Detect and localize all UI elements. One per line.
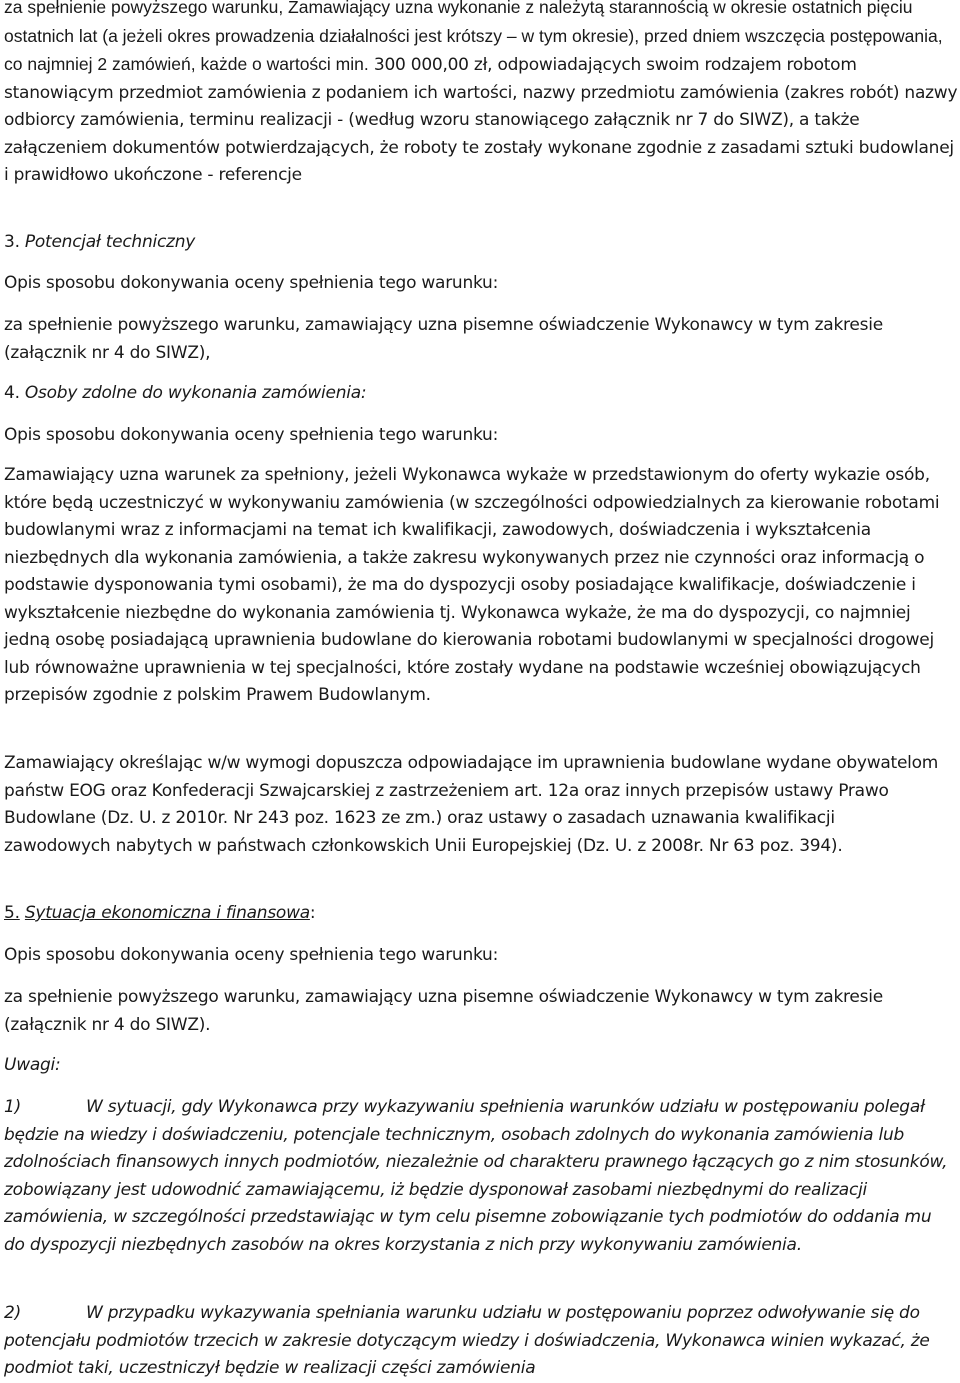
intro-paragraph: [4, 0, 960, 190]
section3-text: za spełnienie powyższego warunku, zamawiający uzna pisemne oświadczenie Wykonawcy w tym zakresie (załącznik nr 4 do SIWZ),: [4, 315, 883, 363]
section5-number: 5.: [4, 903, 20, 923]
notes-title: Uwagi:: [4, 1055, 61, 1075]
section4-title: Osoby zdolne do wykonania zamówienia:: [24, 383, 367, 403]
section3-method-label: Opis sposobu dokonywania oceny spełnienia tego warunku:: [4, 273, 499, 293]
section5-method-label: Opis sposobu dokonywania oceny spełnienia tego warunku:: [4, 945, 499, 965]
note-item-1-text: W sytuacji, gdy Wykonawca przy wykazywaniu spełnienia warunków udziału w postępowaniu polegał będzie na wiedzy i doświadczeniu, potencjale technicznym, osobach zdolnych do wykonania zamówienia lub zdolnościach finansowych innych podmiotów, niezależnie od charakteru prawnego łączących go z nim stosunków, zobowiązany jest udowodnić zamawiającemu, iż będzie dysponował zasobami niezbędnymi do realizacji zamówienia, w szczególności przedstawiając w tym celu pisemne zobowiązanie tych podmiotów do oddania mu do dyspozycji niezbędnych zasobów na okres korzystania z nich przy wykonywaniu zamówienia.: [4, 1097, 948, 1255]
note-item-2-number: 2): [4, 1303, 21, 1323]
section5-heading: [4, 900, 315, 928]
section5-text: za spełnienie powyższego warunku, zamawiający uzna pisemne oświadczenie Wykonawcy w tym zakresie (załącznik nr 4 do SIWZ).: [4, 987, 883, 1035]
section3-title: Potencjał techniczny: [24, 232, 196, 252]
section5-title: Sytuacja ekonomiczna i finansowa: [24, 903, 310, 923]
note-item-2: [4, 1300, 960, 1383]
section5-colon: :: [309, 903, 316, 923]
section3-heading: [4, 229, 195, 257]
intro-text-a: za spełnienie powyższego warunku, Zamawiający uzna wykonanie z należytą starannością w okresie ostatnich pięciu ostatnich lat (a jeżeli okres prowadzenia działalności jest krótszy – w tym okresie), przed dniem wszczęcia postępowania, co najmniej 2 zamówień, każde o wartości min.: [4, 0, 943, 74]
note-item-1: [4, 1094, 954, 1259]
section4-text-1: Zamawiający uzna warunek za spełniony, jeżeli Wykonawca wykaże w przedstawionym do oferty wykazie osób, które będą uczestniczyć w wykonywaniu zamówienia (w szczególności odpowiedzialnych za kierowanie robotami budowlanymi wraz z informacjami na temat ich kwalifikacji, zawodowych, doświadczenia i wykształcenia niezbędnych dla wykonania zamówienia, a także zakresu wykonywanych przez nie czynności oraz informacją o podstawie dysponowania tymi osobami), że ma do dyspozycji osoby posiadające kwalifikacje, doświadczenie i wykształcenie niezbędne do wykonania zamówienia tj. Wykonawca wykaże, że ma do dyspozycji, co najmniej jedną osobę posiadającą uprawnienia budowlane do kierowania robotami budowlanymi w specjalności drogowej lub równoważne uprawnienia w tej specjalności, które zostały wydane na podstawie wcześniej obowiązujących przepisów zgodnie z polskim Prawem Budowlanym.: [4, 465, 940, 705]
section4-text-2: Zamawiający określając w/w wymogi dopuszcza odpowiadające im uprawnienia budowlane wydane obywatelom państw EOG oraz Konfederacji Szwajcarskiej z zastrzeżeniem art. 12a oraz innych przepisów ustawy Prawo Budowlane (Dz. U. z 2010r. Nr 243 poz. 1623 ze zm.) oraz ustawy o zasadach uznawania kwalifikacji zawodowych nabytych w państwach członkowskich Unii Europejskiej (Dz. U. z 2008r. Nr 63 poz. 394).: [4, 753, 939, 856]
note-item-2-text: W przypadku wykazywania spełniania warunku udziału w postępowaniu poprzez odwoływanie się do potencjału podmiotów trzecich w zakresie dotyczącym wiedzy i doświadczenia, Wykonawca winien wykazać, że podmiot taki, uczestniczył będzie w realizacji części zamówienia: [4, 1303, 930, 1378]
section4-heading: [4, 380, 366, 408]
note-item-1-number: 1): [4, 1097, 21, 1117]
section3-number: 3.: [4, 232, 20, 252]
intro-text-b: 300 000,00 zł, odpowiadających swoim rodzajem robotom stanowiącym przedmiot zamówienia z podaniem ich wartości, nazwy przedmiotu zamówienia (zakres robót) nazwy odbiorcy zamówienia, terminu realizacji - (według wzoru stanowiącego załącznik nr 7 do SIWZ), a także załączeniem dokumentów potwierdzających, że roboty te zostały wykonane zgodnie z zasadami sztuki budowlanej i prawidłowo ukończone - referencje: [4, 55, 958, 185]
section4-number: 4.: [4, 383, 20, 403]
section4-method-label: Opis sposobu dokonywania oceny spełnienia tego warunku:: [4, 425, 499, 445]
